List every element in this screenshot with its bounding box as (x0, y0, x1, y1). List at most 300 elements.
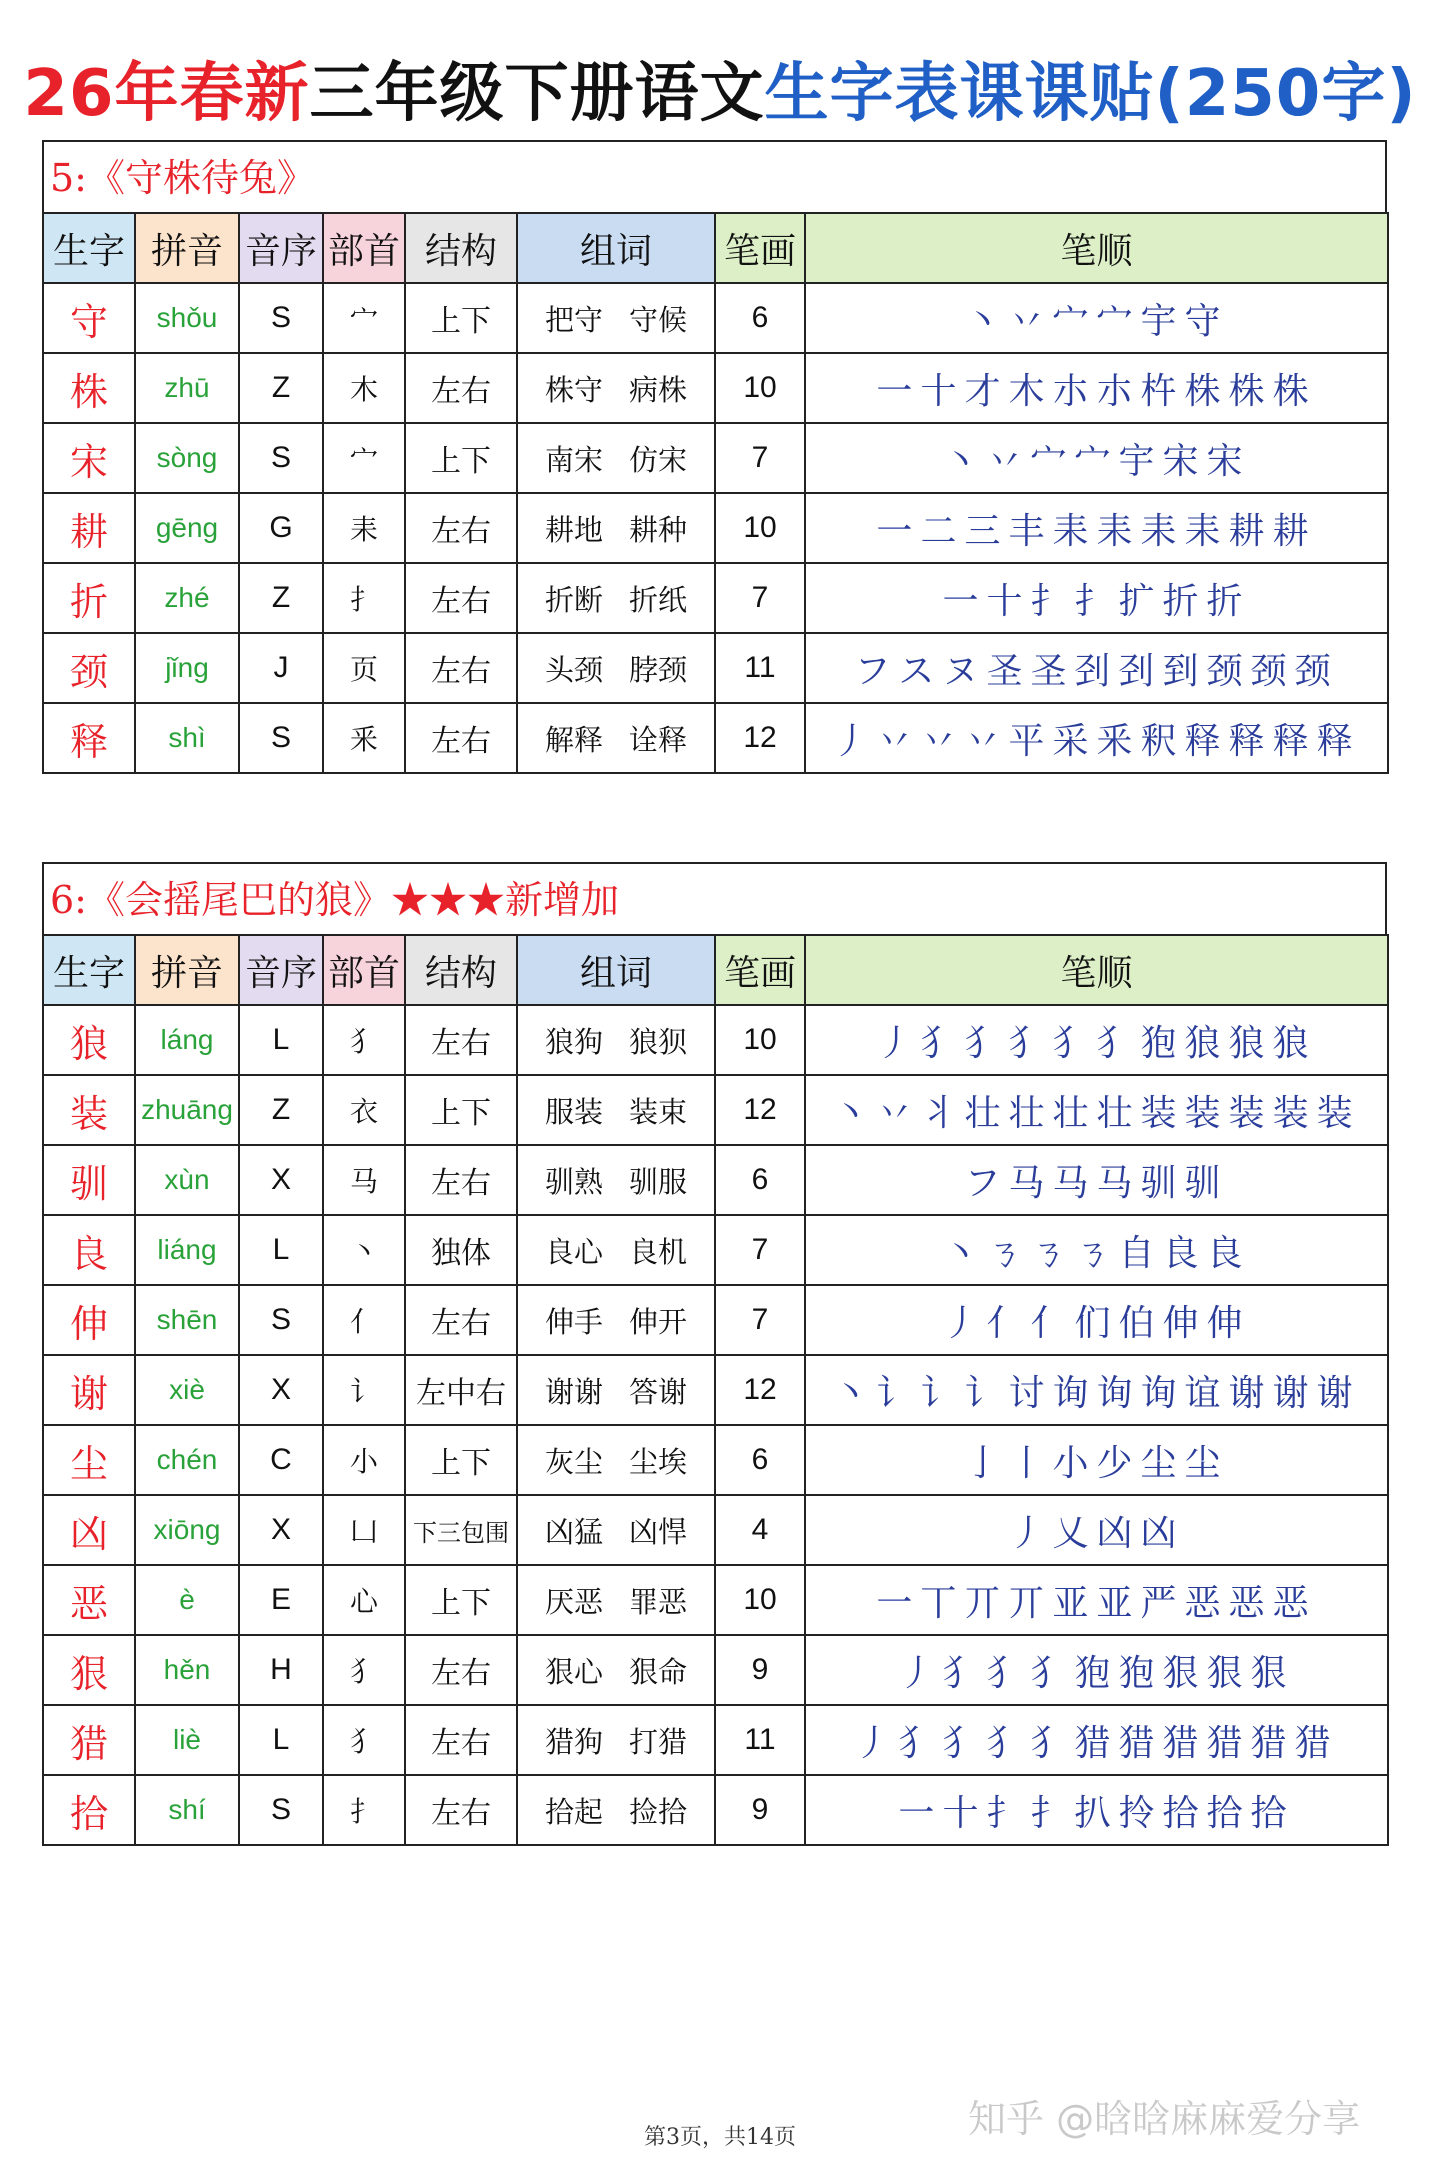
order-cell: X (239, 1495, 323, 1565)
word-2: 捡拾 (629, 1794, 688, 1829)
stroke-step: 耒 (1096, 510, 1133, 552)
lesson-title: 6:《会摇尾巴的狼》★★★新增加 (42, 862, 1387, 936)
stroke-order-cell (805, 1635, 1388, 1705)
stroke-step: 亻 (1030, 1302, 1067, 1344)
stroke-step: 宇 (1118, 440, 1155, 482)
stroke-step: 良 (1162, 1232, 1199, 1274)
stroke-step: 驯 (1140, 1162, 1177, 1204)
character-table (42, 934, 1389, 1846)
structure-cell: 左右 (405, 1005, 517, 1075)
order-cell: J (239, 633, 323, 703)
header-row (43, 213, 1388, 283)
watermark: 知乎 @晗晗麻麻爱分享 (968, 2097, 1361, 2141)
table-row (43, 353, 1388, 423)
stroke-step: 亅 (964, 1442, 1001, 1484)
stroke-step: 拾 (1206, 1792, 1243, 1834)
words-cell (517, 1425, 715, 1495)
stroke-step: 犭 (1030, 1722, 1067, 1764)
words-cell (517, 1075, 715, 1145)
stroke-step: 狍 (1074, 1652, 1111, 1694)
char-cell: 伸 (43, 1285, 135, 1355)
strokes-cell: 7 (715, 423, 805, 493)
stroke-step: 释 (1184, 720, 1221, 762)
stroke-step: 木 (1008, 370, 1045, 412)
order-cell: S (239, 703, 323, 773)
stroke-step: 拾 (1250, 1792, 1287, 1834)
stroke-order-cell (805, 1355, 1388, 1425)
stroke-step: 犭 (920, 1022, 957, 1064)
stroke-step: 耕 (1272, 510, 1309, 552)
char-cell: 尘 (43, 1425, 135, 1495)
stroke-step: 小 (1052, 1442, 1089, 1484)
stroke-step: 十 (920, 370, 957, 412)
stroke-step: 丶 (942, 1232, 979, 1274)
stroke-step: 丨 (1008, 1442, 1045, 1484)
pinyin-cell: hěn (135, 1635, 239, 1705)
stroke-step: 装 (1140, 1092, 1177, 1134)
char-cell: 颈 (43, 633, 135, 703)
stroke-step: 扌 (1030, 580, 1067, 622)
stroke-order-cell (805, 563, 1388, 633)
stroke-step: 亚 (1052, 1582, 1089, 1624)
stroke-step: 狍 (1118, 1652, 1155, 1694)
stroke-step: 恶 (1228, 1582, 1265, 1624)
stroke-step: 二 (920, 510, 957, 552)
stroke-step: 宀 (1096, 300, 1133, 342)
stroke-step: 犭 (942, 1722, 979, 1764)
char-cell: 株 (43, 353, 135, 423)
stroke-step: 恶 (1184, 1582, 1221, 1624)
order-cell: L (239, 1215, 323, 1285)
word-2: 耕种 (629, 512, 688, 547)
table-row (43, 283, 1388, 353)
order-cell: Z (239, 563, 323, 633)
stroke-step: 装 (1316, 1092, 1353, 1134)
page-footer: 第3页，共14页 (644, 2125, 796, 2150)
order-cell: Z (239, 353, 323, 423)
word-1: 狠心 (544, 1654, 603, 1689)
stroke-step: 丶 (832, 1092, 869, 1134)
character-table (42, 212, 1389, 774)
char-cell: 释 (43, 703, 135, 773)
stroke-step: 马 (1096, 1162, 1133, 1204)
order-cell: X (239, 1355, 323, 1425)
stroke-step: 拾 (1162, 1792, 1199, 1834)
header-order: 音序 (239, 935, 323, 1005)
stroke-step: 尘 (1140, 1442, 1177, 1484)
radical-cell: 宀 (323, 283, 405, 353)
char-cell: 谢 (43, 1355, 135, 1425)
stroke-step: 驯 (1184, 1162, 1221, 1204)
stroke-step: 宋 (1162, 440, 1199, 482)
order-cell: S (239, 283, 323, 353)
header-strokes: 笔画 (715, 935, 805, 1005)
words-cell (517, 1215, 715, 1285)
structure-cell: 左右 (405, 1775, 517, 1845)
stroke-step: 壮 (1096, 1092, 1133, 1134)
stroke-step: 朩 (1052, 370, 1089, 412)
char-cell: 宋 (43, 423, 135, 493)
radical-cell: 讠 (323, 1355, 405, 1425)
stroke-step: 壮 (1052, 1092, 1089, 1134)
header-pinyin: 拼音 (135, 213, 239, 283)
stroke-step: 凶 (1140, 1512, 1177, 1554)
pinyin-cell: xiōng (135, 1495, 239, 1565)
stroke-step: 谊 (1184, 1372, 1221, 1414)
word-2: 守候 (629, 302, 688, 337)
order-cell: S (239, 1775, 323, 1845)
stroke-step: 谢 (1228, 1372, 1265, 1414)
char-cell: 驯 (43, 1145, 135, 1215)
stroke-step: 颈 (1294, 650, 1331, 692)
structure-cell: 左右 (405, 1285, 517, 1355)
pinyin-cell: liáng (135, 1215, 239, 1285)
stroke-step: ㄋ (1074, 1232, 1111, 1274)
header-structure: 结构 (405, 213, 517, 283)
table-row (43, 1215, 1388, 1285)
stroke-order-cell (805, 1215, 1388, 1285)
stroke-step: 丿 (898, 1652, 935, 1694)
word-1: 折断 (544, 582, 603, 617)
stroke-step: 询 (1052, 1372, 1089, 1414)
stroke-step: 圣 (986, 650, 1023, 692)
stroke-step: 犭 (986, 1652, 1023, 1694)
stroke-step: 狼 (1228, 1022, 1265, 1064)
stroke-step: 丶 (964, 300, 1001, 342)
words-cell (517, 1635, 715, 1705)
radical-cell: 宀 (323, 423, 405, 493)
stroke-step: 一 (876, 510, 913, 552)
structure-cell: 左右 (405, 1145, 517, 1215)
structure-cell: 左右 (405, 703, 517, 773)
words-cell (517, 1565, 715, 1635)
structure-cell: 上下 (405, 423, 517, 493)
stroke-step: 猎 (1074, 1722, 1111, 1764)
stroke-step: 乂 (1052, 1512, 1089, 1554)
stroke-step: 犭 (1008, 1022, 1045, 1064)
stroke-step: 讠 (876, 1372, 913, 1414)
word-2: 狠命 (629, 1654, 688, 1689)
word-2: 伸开 (629, 1304, 688, 1339)
stroke-step: 狍 (1140, 1022, 1177, 1064)
stroke-step: 一 (898, 1792, 935, 1834)
stroke-step: 到 (1162, 650, 1199, 692)
stroke-step: 扒 (1074, 1792, 1111, 1834)
stroke-step: 尘 (1184, 1442, 1221, 1484)
stroke-step: 釈 (1140, 720, 1177, 762)
stroke-step: 刭 (1074, 650, 1111, 692)
order-cell: L (239, 1705, 323, 1775)
order-cell: H (239, 1635, 323, 1705)
strokes-cell: 6 (715, 1425, 805, 1495)
word-2: 脖颈 (629, 652, 688, 687)
word-2: 狼狈 (629, 1024, 688, 1059)
stroke-step: 装 (1228, 1092, 1265, 1134)
stroke-order-cell (805, 703, 1388, 773)
header-char: 生字 (43, 935, 135, 1005)
table-row (43, 493, 1388, 563)
order-cell: E (239, 1565, 323, 1635)
header-row (43, 935, 1388, 1005)
stroke-step: 一 (942, 580, 979, 622)
structure-cell: 左右 (405, 1705, 517, 1775)
header-strokes: 笔画 (715, 213, 805, 283)
stroke-step: 猎 (1162, 1722, 1199, 1764)
stroke-order-cell (805, 423, 1388, 493)
stroke-step: ヌ (942, 650, 979, 692)
pinyin-cell: jǐng (135, 633, 239, 703)
word-1: 耕地 (544, 512, 603, 547)
stroke-step: 壮 (1008, 1092, 1045, 1134)
title-part-1: 26年春新 (23, 57, 310, 131)
table-row (43, 1495, 1388, 1565)
structure-cell: 左右 (405, 563, 517, 633)
words-cell (517, 1495, 715, 1565)
stroke-step: 丿 (832, 720, 869, 762)
stroke-step: 扌 (1030, 1792, 1067, 1834)
header-stroke-order: 笔顺 (805, 213, 1388, 283)
pinyin-cell: è (135, 1565, 239, 1635)
word-1: 服装 (544, 1094, 603, 1129)
stroke-step: 丌 (964, 1582, 1001, 1624)
char-cell: 耕 (43, 493, 135, 563)
stroke-step: 丷 (986, 440, 1023, 482)
stroke-step: 壮 (964, 1092, 1001, 1134)
table-row (43, 1425, 1388, 1495)
radical-cell: 心 (323, 1565, 405, 1635)
stroke-step: 犭 (1052, 1022, 1089, 1064)
word-1: 谢谢 (544, 1374, 603, 1409)
words-cell (517, 283, 715, 353)
pinyin-cell: gēng (135, 493, 239, 563)
stroke-step: 亚 (1096, 1582, 1133, 1624)
stroke-step: 扌 (986, 1792, 1023, 1834)
word-2: 折纸 (629, 582, 688, 617)
char-cell: 猎 (43, 1705, 135, 1775)
stroke-step: 犭 (986, 1722, 1023, 1764)
word-2: 打猎 (629, 1724, 688, 1759)
stroke-order-cell (805, 1005, 1388, 1075)
word-1: 拾起 (544, 1794, 603, 1829)
stroke-step: 杵 (1140, 370, 1177, 412)
order-cell: Z (239, 1075, 323, 1145)
strokes-cell: 9 (715, 1775, 805, 1845)
stroke-step: 猎 (1250, 1722, 1287, 1764)
title-part-3: 生字表课课贴(250字) (764, 57, 1417, 131)
stroke-order-cell (805, 283, 1388, 353)
header-structure: 结构 (405, 935, 517, 1005)
table-row (43, 1285, 1388, 1355)
stroke-step: 少 (1096, 1442, 1133, 1484)
stroke-step: 株 (1272, 370, 1309, 412)
word-1: 南宋 (544, 442, 603, 477)
pinyin-cell: xiè (135, 1355, 239, 1425)
stroke-step: 丿 (854, 1722, 891, 1764)
stroke-step: 宋 (1206, 440, 1243, 482)
stroke-step: 丶 (942, 440, 979, 482)
char-cell: 凶 (43, 1495, 135, 1565)
radical-cell: 亻 (323, 1285, 405, 1355)
stroke-step: ㄋ (1030, 1232, 1067, 1274)
strokes-cell: 4 (715, 1495, 805, 1565)
structure-cell: 上下 (405, 1425, 517, 1495)
pinyin-cell: chén (135, 1425, 239, 1495)
stroke-step: 才 (964, 370, 1001, 412)
pinyin-cell: liè (135, 1705, 239, 1775)
stroke-step: 讠 (964, 1372, 1001, 1414)
stroke-step: 犭 (964, 1022, 1001, 1064)
stroke-step: 宀 (1074, 440, 1111, 482)
order-cell: X (239, 1145, 323, 1215)
pinyin-cell: shēn (135, 1285, 239, 1355)
stroke-step: 丷 (964, 720, 1001, 762)
stroke-step: 伸 (1162, 1302, 1199, 1344)
header-words: 组词 (517, 935, 715, 1005)
lesson-title: 5:《守株待兔》 (42, 140, 1387, 214)
stroke-step: 圣 (1030, 650, 1067, 692)
stroke-step: 猎 (1294, 1722, 1331, 1764)
stroke-order-cell (805, 1285, 1388, 1355)
strokes-cell: 10 (715, 493, 805, 563)
word-1: 猎狗 (544, 1724, 603, 1759)
stroke-step: 丿 (1008, 1512, 1045, 1554)
order-cell: C (239, 1425, 323, 1495)
pinyin-cell: zhuāng (135, 1075, 239, 1145)
radical-cell: 衣 (323, 1075, 405, 1145)
stroke-step: 丌 (1008, 1582, 1045, 1624)
stroke-step: 装 (1184, 1092, 1221, 1134)
stroke-step: 严 (1140, 1582, 1177, 1624)
word-1: 株守 (544, 372, 603, 407)
structure-cell: 下三包围 (405, 1495, 517, 1565)
stroke-step: 装 (1272, 1092, 1309, 1134)
word-2: 罪恶 (629, 1584, 688, 1619)
radical-cell: 小 (323, 1425, 405, 1495)
stroke-step: 亻 (986, 1302, 1023, 1344)
stroke-step: 猎 (1118, 1722, 1155, 1764)
strokes-cell: 12 (715, 1355, 805, 1425)
table-row (43, 1355, 1388, 1425)
pinyin-cell: shǒu (135, 283, 239, 353)
words-cell (517, 1145, 715, 1215)
stroke-step: 询 (1096, 1372, 1133, 1414)
stroke-step: 马 (1052, 1162, 1089, 1204)
stroke-step: 宀 (1052, 300, 1089, 342)
char-cell: 良 (43, 1215, 135, 1285)
words-cell (517, 1355, 715, 1425)
strokes-cell: 11 (715, 1705, 805, 1775)
structure-cell: 左右 (405, 353, 517, 423)
stroke-step: 伸 (1206, 1302, 1243, 1344)
pinyin-cell: zhū (135, 353, 239, 423)
structure-cell: 左右 (405, 633, 517, 703)
word-1: 良心 (544, 1234, 603, 1269)
char-cell: 装 (43, 1075, 135, 1145)
table-row (43, 1145, 1388, 1215)
char-cell: 恶 (43, 1565, 135, 1635)
words-cell (517, 423, 715, 493)
stroke-step: 拎 (1118, 1792, 1155, 1834)
stroke-step: 丿 (942, 1302, 979, 1344)
stroke-step: 宇 (1140, 300, 1177, 342)
words-cell (517, 633, 715, 703)
stroke-order-cell (805, 633, 1388, 703)
stroke-step: 釆 (1096, 720, 1133, 762)
words-cell (517, 1285, 715, 1355)
stroke-step: 丿 (876, 1022, 913, 1064)
word-1: 厌恶 (544, 1584, 603, 1619)
table-row (43, 703, 1388, 773)
stroke-step: 耒 (1052, 510, 1089, 552)
radical-cell: 扌 (323, 563, 405, 633)
strokes-cell: 12 (715, 703, 805, 773)
strokes-cell: 6 (715, 283, 805, 353)
pinyin-cell: shí (135, 1775, 239, 1845)
stroke-step: 采 (1052, 720, 1089, 762)
radical-cell: 耒 (323, 493, 405, 563)
stroke-step: 犭 (942, 1652, 979, 1694)
word-1: 伸手 (544, 1304, 603, 1339)
table-row (43, 1775, 1388, 1845)
stroke-step: 丷 (876, 720, 913, 762)
stroke-step: 释 (1228, 720, 1265, 762)
stroke-step: 恶 (1272, 1582, 1309, 1624)
radical-cell: 丶 (323, 1215, 405, 1285)
word-1: 驯熟 (544, 1164, 603, 1199)
radical-cell: 页 (323, 633, 405, 703)
stroke-step: 耒 (1140, 510, 1177, 552)
pinyin-cell: xùn (135, 1145, 239, 1215)
stroke-step: 丷 (876, 1092, 913, 1134)
page-title (0, 42, 1440, 134)
words-cell (517, 1775, 715, 1845)
stroke-order-cell (805, 353, 1388, 423)
char-cell: 守 (43, 283, 135, 353)
stroke-step: 丰 (1008, 510, 1045, 552)
stroke-step: 讨 (1008, 1372, 1045, 1414)
stroke-step: 丶 (832, 1372, 869, 1414)
stroke-step: 朩 (1096, 370, 1133, 412)
structure-cell: 上下 (405, 1075, 517, 1145)
table-row (43, 1565, 1388, 1635)
stroke-step: 马 (1008, 1162, 1045, 1204)
table-row (43, 423, 1388, 493)
pinyin-cell: shì (135, 703, 239, 773)
stroke-step: フ (964, 1162, 1001, 1204)
radical-cell: 马 (323, 1145, 405, 1215)
word-2: 凶悍 (629, 1514, 688, 1549)
table-row (43, 1635, 1388, 1705)
stroke-step: 犭 (1030, 1652, 1067, 1694)
radical-cell: 釆 (323, 703, 405, 773)
strokes-cell: 7 (715, 1285, 805, 1355)
stroke-step: 三 (964, 510, 1001, 552)
stroke-step: 扌 (1074, 580, 1111, 622)
stroke-step: 们 (1074, 1302, 1111, 1344)
table-row (43, 1005, 1388, 1075)
stroke-step: 谢 (1316, 1372, 1353, 1414)
order-cell: G (239, 493, 323, 563)
order-cell: S (239, 1285, 323, 1355)
stroke-step: 十 (942, 1792, 979, 1834)
word-1: 解释 (544, 722, 603, 757)
pinyin-cell: sòng (135, 423, 239, 493)
structure-cell: 独体 (405, 1215, 517, 1285)
header-pinyin: 拼音 (135, 935, 239, 1005)
stroke-step: 耒 (1184, 510, 1221, 552)
strokes-cell: 7 (715, 1215, 805, 1285)
radical-cell: 犭 (323, 1705, 405, 1775)
